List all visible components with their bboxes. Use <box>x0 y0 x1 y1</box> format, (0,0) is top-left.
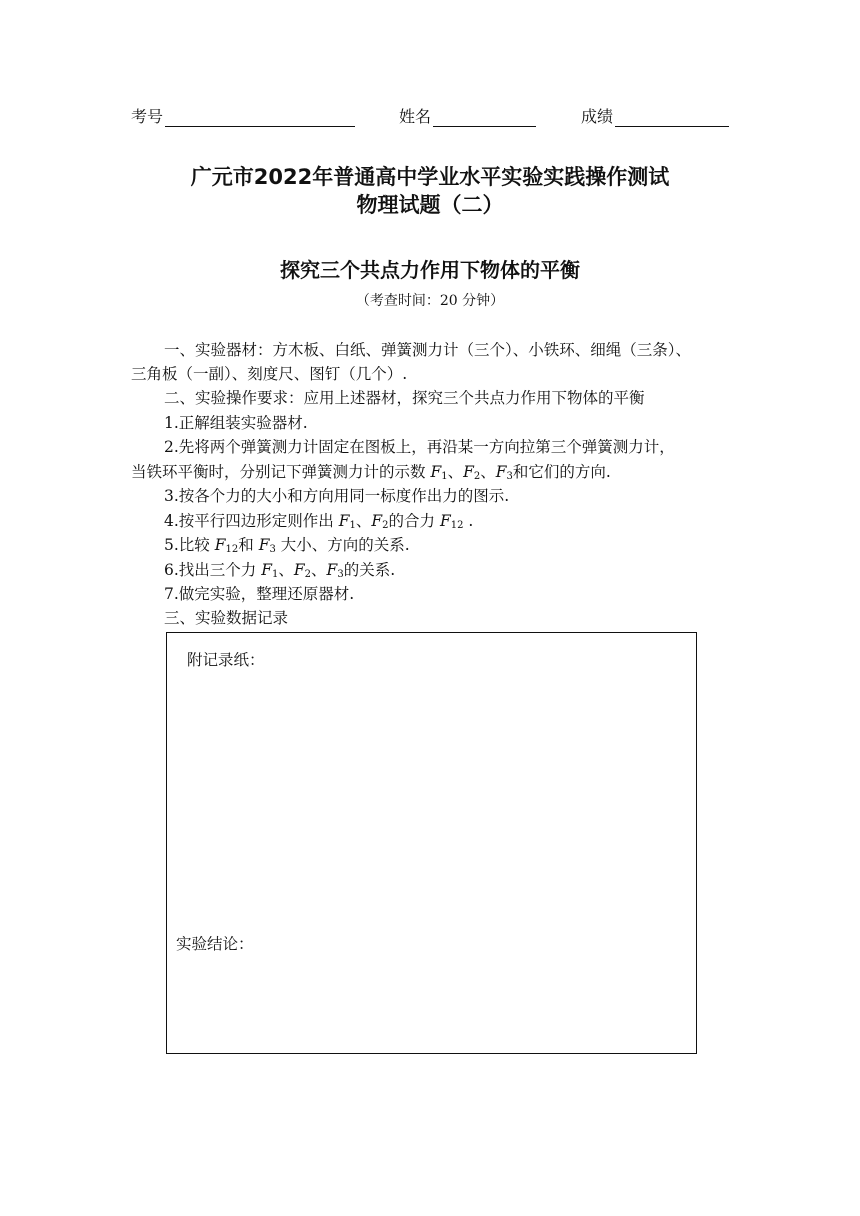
subscript: 3 <box>337 569 344 580</box>
force-symbol: F <box>463 463 474 481</box>
force-symbol: F <box>214 536 226 554</box>
record-box[interactable] <box>166 632 697 1054</box>
step-4-text: 的合力 <box>388 512 436 530</box>
page-title: 广元市2022年普通高中学业水平实验实践操作测试 <box>190 165 670 189</box>
section1-line2: 三角板（一副）、刻度尺、图钉（几个）. <box>131 365 408 383</box>
step-6 <box>164 559 395 586</box>
separator: 、 <box>480 463 496 481</box>
subscript: 1 <box>272 569 279 580</box>
section3-heading: 三、实验数据记录 <box>164 609 289 627</box>
step-2-text: 当铁环平衡时，分别记下弹簧测力计的示数 <box>131 463 426 481</box>
name-blank[interactable] <box>433 107 536 127</box>
name-label: 姓名 <box>399 107 432 126</box>
step-1: 1.正解组装实验器材. <box>164 414 308 432</box>
separator: 、 <box>311 561 327 579</box>
score-label: 成绩 <box>581 107 614 126</box>
attach-record-label: 附记录纸： <box>187 651 265 669</box>
step-5-text: 大小、方向的关系. <box>275 536 410 554</box>
exam-number-label: 考号 <box>131 107 164 126</box>
exam-number-field <box>131 104 355 127</box>
name-field <box>399 104 536 127</box>
step-2-line1: 2.先将两个弹簧测力计固定在图板上，再沿某一方向拉第三个弹簧测力计， <box>164 438 675 456</box>
step-6-text: 的关系. <box>343 561 396 579</box>
separator: 、 <box>355 512 372 530</box>
subscript: 3 <box>506 471 513 482</box>
step-7: 7.做完实验，整理还原器材. <box>164 585 355 603</box>
step-5-text: 和 <box>238 536 254 554</box>
experiment-title: 探究三个共点力作用下物体的平衡 <box>280 258 580 282</box>
step-3: 3.按各个力的大小和方向用同一标度作出力的图示. <box>164 487 510 505</box>
subscript: 2 <box>473 471 481 482</box>
force-symbol: F <box>326 561 338 579</box>
subscript: 12 <box>225 544 239 555</box>
page-subtitle-paper: 物理试题（二） <box>356 193 504 217</box>
step-5-text: 5.比较 <box>164 536 210 554</box>
subscript: 2 <box>304 569 312 580</box>
header-fields <box>0 104 860 128</box>
section1-line1: 一、实验器材：方木板、白纸、弹簧测力计（三个）、小铁环、细绳（三条）、 <box>164 341 692 359</box>
step-4-text: 4.按平行四边形定则作出 <box>164 512 334 530</box>
step-6-text: 6.找出三个力 <box>164 561 257 579</box>
force-symbol: F <box>293 561 305 579</box>
subscript: 1 <box>349 520 356 531</box>
force-symbol: F <box>261 561 272 579</box>
force-symbol: F <box>338 512 350 530</box>
force-symbol: F <box>371 512 383 530</box>
section2-heading: 二、实验操作要求：应用上述器材，探究三个共点力作用下物体的平衡 <box>164 389 645 407</box>
step-2-text: 和它们的方向. <box>512 463 611 481</box>
score-field <box>581 104 729 127</box>
exam-time: （考查时间：20 分钟） <box>355 293 505 309</box>
separator: 、 <box>447 463 464 481</box>
step-2-line2 <box>131 461 611 488</box>
step-4-text: . <box>463 512 474 530</box>
score-blank[interactable] <box>615 107 729 127</box>
separator: 、 <box>278 561 294 579</box>
subscript: 2 <box>382 520 389 531</box>
subscript: 1 <box>441 471 448 482</box>
force-symbol: F <box>495 463 507 481</box>
subscript: 12 <box>450 520 464 531</box>
conclusion-label: 实验结论： <box>176 935 254 953</box>
force-symbol: F <box>439 512 451 530</box>
step-4 <box>164 510 473 537</box>
subscript: 3 <box>269 544 276 555</box>
force-symbol: F <box>258 536 270 554</box>
step-5 <box>164 534 410 561</box>
force-symbol: F <box>430 463 442 481</box>
exam-number-blank[interactable] <box>165 107 355 127</box>
